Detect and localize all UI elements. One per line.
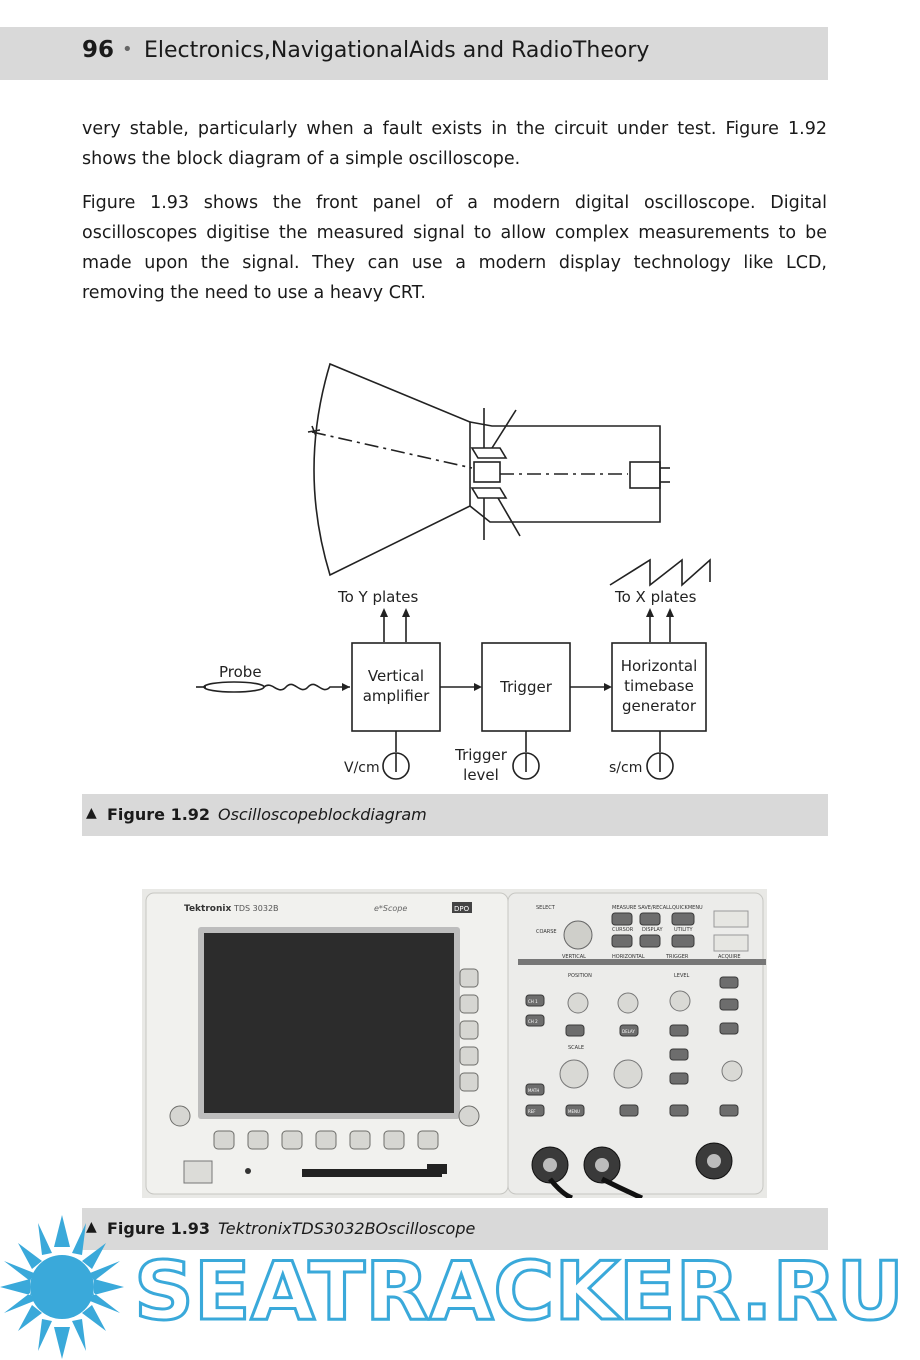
- y-plate-bottom: [472, 488, 506, 498]
- quickmenu-label: QUICKMENU: [672, 905, 703, 911]
- horizontal-label: HORIZONTAL: [612, 954, 645, 960]
- save-recall-label: SAVE/RECALL: [638, 905, 672, 911]
- select-label: SELECT: [536, 905, 555, 911]
- v-cm-label: V/cm: [344, 760, 380, 776]
- watermark-text: SEATRACKER.RU: [134, 1245, 904, 1338]
- caption-marker: ▲: [86, 805, 97, 821]
- coarse-label: COARSE: [536, 929, 557, 935]
- page-number: 96: [82, 37, 115, 63]
- timebase-line3: generator: [621, 697, 697, 715]
- probe-tip: [204, 682, 264, 692]
- measure-label: MEASURE: [612, 905, 637, 911]
- vertical-label: VERTICAL: [562, 954, 586, 960]
- math-button-label: MATH: [528, 1088, 540, 1093]
- model-label: TDS 3032B: [234, 904, 279, 913]
- dpo-badge: DPO: [454, 905, 470, 913]
- figure-caption-text: TektronixTDS3032BOscilloscope: [218, 1219, 476, 1238]
- lcd-screen: [204, 933, 454, 1113]
- utility-label: UTILITY: [674, 927, 693, 933]
- crt-screen: [314, 364, 470, 575]
- ref-button-label: REF: [528, 1109, 536, 1114]
- seatracker-watermark: [0, 1215, 920, 1360]
- cursor-label: CURSOR: [612, 927, 634, 933]
- sun-icon: [0, 1215, 124, 1359]
- figure-caption-text: Oscilloscopeblockdiagram: [218, 805, 427, 824]
- paragraph-2: Figure 1.93 shows the front panel of a modern digital oscilloscope. Digital oscilloscopes digitise the measured signal to allow complex measurements to be made upon the signal. They can use a modern display technology like LCD, removing the need to use a heavy CRT.: [82, 193, 827, 303]
- oscilloscope-block-diagram: [0, 350, 920, 790]
- display-label: DISPLAY: [642, 927, 663, 933]
- timebase-line2: timebase: [624, 677, 694, 695]
- escope-label: e*Scope: [374, 904, 408, 913]
- figure-label: Figure 1.92: [107, 805, 211, 824]
- running-title: Electronics,NavigationalAids and RadioTheory: [144, 38, 650, 63]
- menu-button-label: MENU: [568, 1109, 580, 1114]
- figure-label: Figure 1.93: [107, 1219, 211, 1238]
- acquire-label: ACQUIRE: [718, 954, 741, 960]
- brand-logo: Tektronix: [184, 904, 232, 914]
- figure-1-92-caption: [82, 794, 828, 836]
- electron-gun: [630, 462, 660, 488]
- timebase-line1: Horizontal: [620, 657, 698, 675]
- caption-marker: ▲: [86, 1219, 97, 1235]
- ch2-button-label: CH 2: [528, 1019, 538, 1024]
- delay-button-label: DELAY: [622, 1029, 635, 1034]
- header-separator: •: [122, 39, 133, 60]
- probe-label: Probe: [219, 663, 262, 681]
- sawtooth-waveform: [610, 560, 710, 585]
- level-label: LEVEL: [674, 973, 690, 979]
- s-cm-label: s/cm: [609, 760, 643, 776]
- running-header: [0, 27, 828, 80]
- floppy-slot: [302, 1169, 442, 1177]
- to-x-plates-label: To X plates: [615, 588, 697, 606]
- vertical-amplifier-line2: amplifier: [362, 687, 430, 705]
- oscilloscope-photo: [142, 889, 767, 1198]
- vertical-amplifier-line1: Vertical: [367, 667, 425, 685]
- y-plate-top: [472, 448, 506, 458]
- ch1-button-label: CH 1: [528, 999, 538, 1004]
- paragraph-1: very stable, particularly when a fault exists in the circuit under test. Figure 1.92 shows the block diagram of a simple oscilloscope.: [82, 119, 827, 169]
- trigger-label: Trigger: [500, 678, 552, 696]
- vertical-position-label: POSITION: [568, 973, 592, 979]
- vertical-scale-label: SCALE: [568, 1045, 585, 1051]
- trigger-section-label: TRIGGER: [666, 954, 689, 960]
- trigger-level-line1: Trigger: [455, 746, 507, 764]
- x-plates: [474, 462, 500, 482]
- trigger-level-line2: level: [463, 766, 499, 784]
- to-y-plates-label: To Y plates: [338, 588, 419, 606]
